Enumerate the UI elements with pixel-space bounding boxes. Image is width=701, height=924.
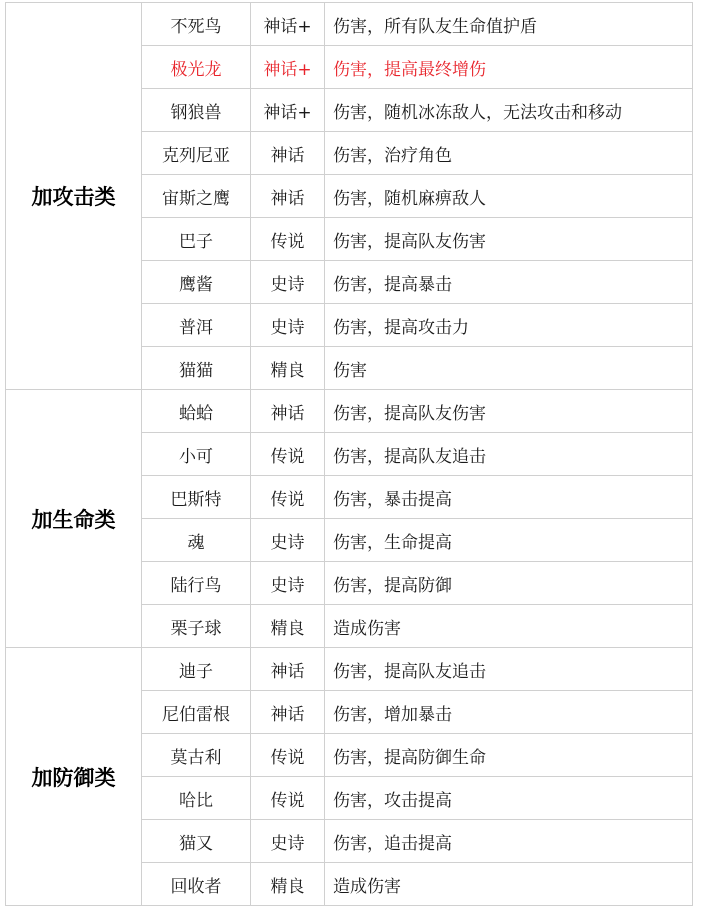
- rarity-cell: 传说: [251, 777, 325, 820]
- pet-table-container: [5, 2, 693, 906]
- effect-cell: 伤害，提高队友伤害: [325, 390, 693, 433]
- rarity-cell: 神话+: [251, 3, 325, 46]
- effect-cell: 伤害，提高最终增伤: [325, 46, 693, 89]
- rarity-cell: 史诗: [251, 304, 325, 347]
- rarity-cell: 史诗: [251, 562, 325, 605]
- effect-cell: 造成伤害: [325, 605, 693, 648]
- pet-name-cell: 猫猫: [142, 347, 251, 390]
- pet-name-cell: 回收者: [142, 863, 251, 906]
- table-row: [6, 648, 693, 691]
- pet-name-cell: 巴斯特: [142, 476, 251, 519]
- pet-name-cell: 莫古利: [142, 734, 251, 777]
- rarity-cell: 神话: [251, 691, 325, 734]
- effect-cell: 伤害，随机冰冻敌人，无法攻击和移动: [325, 89, 693, 132]
- rarity-cell: 精良: [251, 347, 325, 390]
- pet-name-cell: 栗子球: [142, 605, 251, 648]
- effect-cell: 造成伤害: [325, 863, 693, 906]
- rarity-cell: 神话+: [251, 89, 325, 132]
- rarity-cell: 传说: [251, 476, 325, 519]
- effect-cell: 伤害，追击提高: [325, 820, 693, 863]
- effect-cell: 伤害，随机麻痹敌人: [325, 175, 693, 218]
- rarity-cell: 神话+: [251, 46, 325, 89]
- pet-name-cell: 克列尼亚: [142, 132, 251, 175]
- effect-cell: 伤害，提高防御生命: [325, 734, 693, 777]
- pet-name-cell: 普洱: [142, 304, 251, 347]
- rarity-cell: 神话: [251, 132, 325, 175]
- rarity-cell: 传说: [251, 433, 325, 476]
- effect-cell: 伤害，治疗角色: [325, 132, 693, 175]
- rarity-cell: 传说: [251, 218, 325, 261]
- rarity-cell: 神话: [251, 390, 325, 433]
- pet-table-body: [6, 3, 693, 906]
- pet-name-cell: 魂: [142, 519, 251, 562]
- rarity-cell: 神话: [251, 648, 325, 691]
- rarity-cell: 史诗: [251, 519, 325, 562]
- effect-cell: 伤害，提高队友伤害: [325, 218, 693, 261]
- rarity-cell: 史诗: [251, 261, 325, 304]
- rarity-cell: 传说: [251, 734, 325, 777]
- pet-name-cell: 尼伯雷根: [142, 691, 251, 734]
- effect-cell: 伤害，提高防御: [325, 562, 693, 605]
- effect-cell: 伤害，攻击提高: [325, 777, 693, 820]
- effect-cell: 伤害，增加暴击: [325, 691, 693, 734]
- pet-table: [5, 2, 693, 906]
- rarity-cell: 史诗: [251, 820, 325, 863]
- effect-cell: 伤害: [325, 347, 693, 390]
- pet-name-cell: 哈比: [142, 777, 251, 820]
- rarity-cell: 神话: [251, 175, 325, 218]
- pet-name-cell: 猫又: [142, 820, 251, 863]
- pet-name-cell: 钢狼兽: [142, 89, 251, 132]
- pet-name-cell: 不死鸟: [142, 3, 251, 46]
- category-cell: 加防御类: [6, 648, 142, 906]
- effect-cell: 伤害，生命提高: [325, 519, 693, 562]
- pet-name-cell: 迪子: [142, 648, 251, 691]
- pet-name-cell: 小可: [142, 433, 251, 476]
- table-row: [6, 3, 693, 46]
- pet-name-cell: 巴子: [142, 218, 251, 261]
- pet-name-cell: 蛤蛤: [142, 390, 251, 433]
- rarity-cell: 精良: [251, 863, 325, 906]
- table-row: [6, 390, 693, 433]
- pet-name-cell: 极光龙: [142, 46, 251, 89]
- effect-cell: 伤害，提高队友追击: [325, 648, 693, 691]
- effect-cell: 伤害，所有队友生命值护盾: [325, 3, 693, 46]
- effect-cell: 伤害，提高队友追击: [325, 433, 693, 476]
- effect-cell: 伤害，提高暴击: [325, 261, 693, 304]
- pet-name-cell: 陆行鸟: [142, 562, 251, 605]
- category-cell: 加攻击类: [6, 3, 142, 390]
- effect-cell: 伤害，暴击提高: [325, 476, 693, 519]
- rarity-cell: 精良: [251, 605, 325, 648]
- effect-cell: 伤害，提高攻击力: [325, 304, 693, 347]
- pet-name-cell: 鹰酱: [142, 261, 251, 304]
- category-cell: 加生命类: [6, 390, 142, 648]
- pet-name-cell: 宙斯之鹰: [142, 175, 251, 218]
